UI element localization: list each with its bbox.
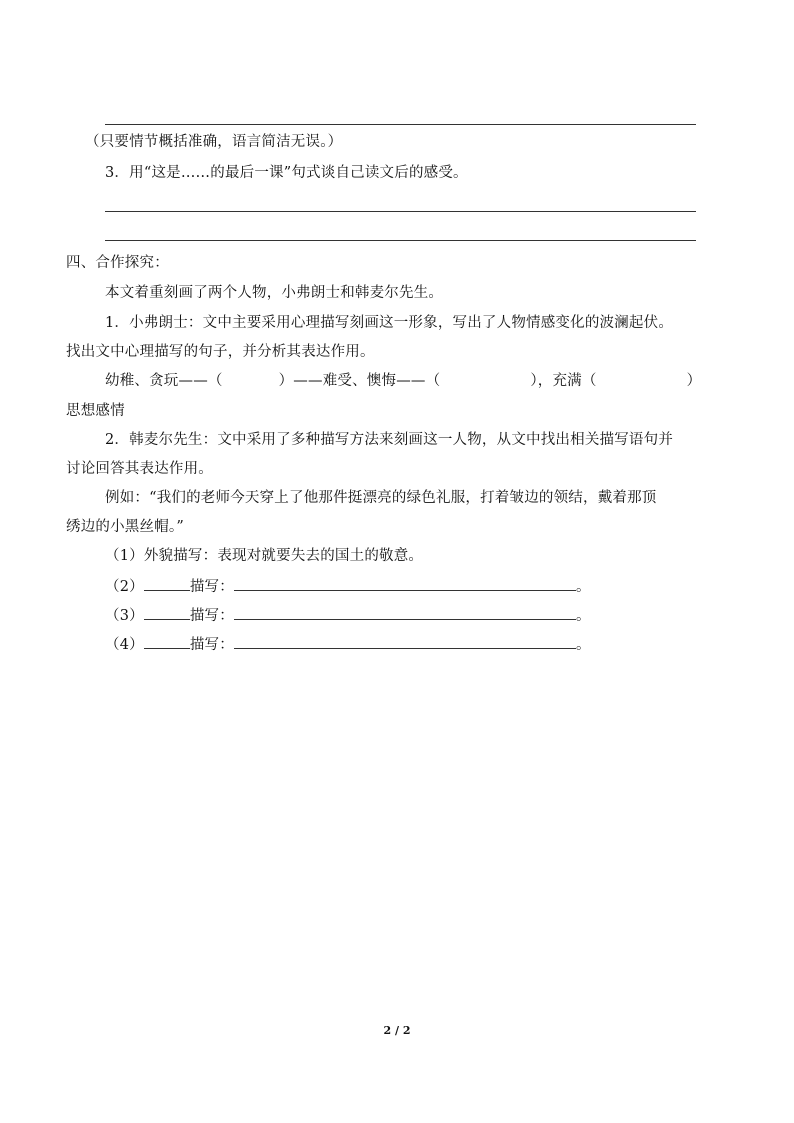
question-3: 3．用“这是……的最后一课”句式谈自己读文后的感受。 xyxy=(105,165,468,181)
section-intro: 本文着重刻画了两个人物，小弗朗士和韩麦尔先生。 xyxy=(105,285,444,301)
description-item-1: （1）外貌描写：表现对就要失去的国土的敬意。 xyxy=(105,548,424,564)
section-heading: 四、合作探究： xyxy=(66,255,169,271)
fill-blank xyxy=(144,605,190,620)
item-label: 描写： xyxy=(189,608,234,624)
answer-line xyxy=(105,211,696,212)
item-number: （3） xyxy=(105,608,144,624)
fill-blank xyxy=(144,634,190,649)
emotion-chain-part-1: 幼稚、贪玩——（ xyxy=(105,373,223,389)
answer-line xyxy=(105,240,696,241)
emotion-chain-part-4: ） xyxy=(686,373,702,389)
fill-blank xyxy=(234,605,576,620)
emotion-chain-tail: 思想感情 xyxy=(66,403,125,419)
item-end: 。 xyxy=(575,637,591,653)
example-line-1: 例如：“我们的老师今天穿上了他那件挺漂亮的绿色礼服，打着皱边的领结，戴着那顶 xyxy=(105,490,657,506)
item-number: （4） xyxy=(105,637,144,653)
item-end: 。 xyxy=(575,608,591,624)
fill-blank xyxy=(144,576,190,591)
answer-line xyxy=(105,124,696,125)
emotion-chain-part-3: ），充满（ xyxy=(530,373,597,389)
question-1-line-2: 找出文中心理描写的句子，并分析其表达作用。 xyxy=(66,344,375,360)
description-item-3 xyxy=(105,605,591,626)
example-line-2: 绣边的小黑丝帽。” xyxy=(66,519,184,535)
emotion-chain-part-2: ）——难受、懊悔——（ xyxy=(278,373,441,389)
question-2-line-1: 2．韩麦尔先生：文中采用了多种描写方法来刻画这一人物，从文中找出相关描写语句并 xyxy=(105,432,674,448)
description-item-2 xyxy=(105,576,591,597)
question-1-line-1: 1．小弗朗士：文中主要采用心理描写刻画这一形象，写出了人物情感变化的波澜起伏。 xyxy=(105,315,674,331)
fill-blank xyxy=(234,634,576,649)
emotion-chain xyxy=(105,371,701,391)
question-2-line-2: 讨论回答其表达作用。 xyxy=(66,461,213,477)
description-item-4 xyxy=(105,634,591,655)
answer-note: （只要情节概括准确，语言简洁无误。） xyxy=(85,134,343,150)
page-number: 2 / 2 xyxy=(383,1024,411,1037)
fill-blank xyxy=(234,576,576,591)
item-end: 。 xyxy=(575,579,591,595)
item-number: （2） xyxy=(105,579,144,595)
item-label: 描写： xyxy=(189,637,234,653)
item-label: 描写： xyxy=(189,579,234,595)
